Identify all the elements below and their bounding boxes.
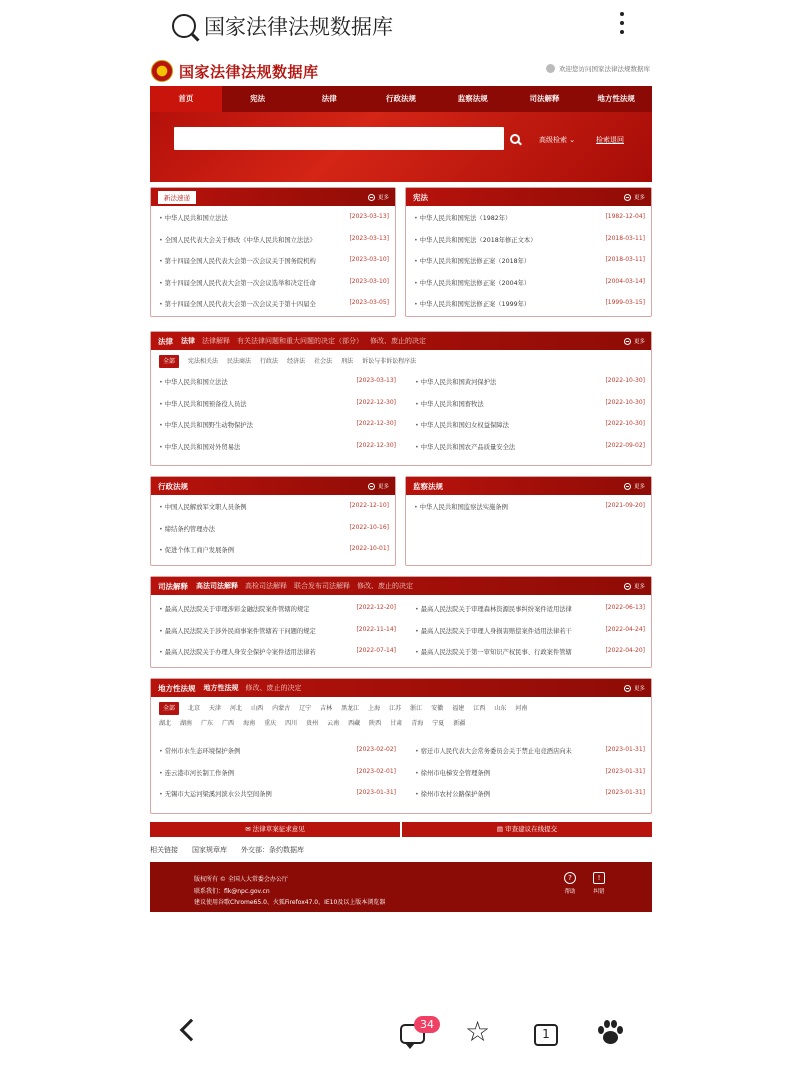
list-item[interactable]: • 中华人民共和国宪法修正案（2004年） [2004-03-14] [406, 271, 651, 293]
constitution-panel [405, 187, 652, 317]
region-filter[interactable]: 云南 [327, 720, 340, 727]
tab-count-button[interactable]: 1 [534, 1024, 558, 1046]
website-page [150, 56, 652, 912]
list-item[interactable]: • 中华人民共和国监察法实施条例 [2021-09-20] [406, 495, 651, 517]
nav-admin-regulations[interactable]: 行政法规 [386, 94, 417, 103]
law-panel [150, 331, 652, 466]
address-text[interactable]: 国家法律法规数据库 [204, 15, 393, 39]
list-item[interactable]: • 中华人民共和国立法法 [2023-03-13] [151, 206, 395, 228]
site-footer [150, 862, 652, 912]
search-button-icon[interactable] [510, 134, 520, 144]
tab-procuratorate[interactable]: 高检司法解释 [245, 582, 287, 590]
welcome-text: 欢迎您访问国家法律法规数据库 [546, 64, 650, 73]
region-filter[interactable]: 北京 [188, 705, 201, 712]
more-button[interactable]: 更多 [624, 684, 645, 692]
panel-header [151, 188, 395, 206]
help-button[interactable]: ? 帮助 [564, 874, 576, 895]
message-count-badge: 34 [414, 1016, 440, 1033]
tab-decisions[interactable]: 有关法律问题和重大问题的决定（部分） [237, 337, 363, 345]
list-item[interactable]: • 中华人民共和国立法法 [2023-03-13] [151, 370, 402, 392]
tab-amendments[interactable]: 修改、废止的决定 [370, 337, 426, 345]
filter-option[interactable]: 宪法相关法 [188, 358, 219, 365]
more-button[interactable]: 更多 [624, 482, 645, 490]
region-filter[interactable]: 甘肃 [390, 720, 403, 727]
feedback-button[interactable]: ! 纠错 [593, 874, 605, 895]
tab-new-laws[interactable]: 新法速递 [158, 191, 196, 204]
filter-option[interactable]: 社会法 [314, 358, 333, 365]
panel-title[interactable]: 司法解释 [158, 581, 188, 591]
search-banner [150, 112, 652, 182]
tab-joint[interactable]: 联合发布司法解释 [294, 582, 350, 590]
list-item[interactable]: • 第十四届全国人民代表大会第一次会议关于第十四届全 [2023-03-05] [151, 292, 395, 314]
more-button[interactable]: 更多 [624, 193, 645, 201]
nav-local-regulations[interactable]: 地方性法规 [597, 94, 635, 103]
tab-amendments[interactable]: 修改、废止的决定 [245, 684, 302, 692]
nav-constitution[interactable]: 宪法 [250, 94, 266, 103]
region-filter[interactable]: 宁夏 [432, 720, 445, 727]
region-filter[interactable]: 上海 [368, 705, 381, 712]
region-filter[interactable]: 湖南 [180, 720, 193, 727]
minus-circle-icon [624, 483, 631, 490]
back-arrow-icon[interactable] [180, 1019, 203, 1042]
search-input[interactable] [174, 127, 504, 150]
list-item[interactable]: • 全国人民代表大会关于修改《中华人民共和国立法法》 [2023-03-13] [151, 228, 395, 250]
minus-circle-icon [624, 338, 631, 345]
list-item[interactable]: • 中华人民共和国妇女权益保障法 [2022-10-30] [407, 413, 651, 435]
list-item[interactable]: • 中华人民共和国宪法（1982年） [1982-12-04] [406, 206, 651, 228]
site-title[interactable]: 国家法律法规数据库 [179, 62, 319, 81]
list-item[interactable]: • 促进个体工商户发展条例 [2022-10-01] [151, 538, 395, 560]
region-filter[interactable]: 福建 [452, 705, 465, 712]
list-item[interactable]: • 最高人民法院关于审理涉彩金融法院案件管辖的规定 [2022-12-20] [151, 597, 402, 619]
list-item[interactable]: • 最高人民法院关于审理森林资源民事纠纷案件适用法律 [2022-06-13] [407, 597, 651, 619]
more-button[interactable]: 更多 [368, 482, 389, 490]
nav-supervision-regulations[interactable]: 监察法规 [457, 94, 488, 103]
list-item[interactable]: • 中华人民共和国预备役人员法 [2022-12-30] [151, 392, 402, 414]
minus-circle-icon [368, 194, 375, 201]
region-filter[interactable]: 青海 [411, 720, 424, 727]
region-filter[interactable]: 贵州 [306, 720, 319, 727]
list-item[interactable]: • 最高人民法院关于审理人身损害赔偿案件适用法律若干 [2022-04-24] [407, 619, 651, 641]
supervision-regulations-panel [405, 476, 652, 566]
region-filter[interactable]: 四川 [285, 720, 298, 727]
region-filter[interactable]: 江西 [473, 705, 486, 712]
list-item[interactable]: • 无锡市大运河梁溪河滨水公共空间条例 [2023-01-31] [151, 782, 402, 804]
list-item[interactable]: • 中华人民共和国宪法修正案（2018年） [2018-03-11] [406, 249, 651, 271]
tab-local-regulations[interactable]: 地方性法规 [203, 684, 239, 692]
panel-header [406, 188, 651, 206]
panel-title[interactable]: 宪法 [413, 192, 428, 202]
filter-option[interactable]: 经济法 [287, 358, 306, 365]
filter-option[interactable]: 刑法 [341, 358, 354, 365]
local-regulations-panel [150, 678, 652, 814]
region-filter[interactable]: 山东 [494, 705, 507, 712]
minus-circle-icon [624, 583, 631, 590]
list-item[interactable]: • 第十四届全国人民代表大会第一次会议关于国务院机构 [2023-03-10] [151, 249, 395, 271]
list-item[interactable]: • 连云港市河长制工作条例 [2023-02-01] [151, 761, 402, 783]
new-laws-panel [150, 187, 396, 317]
panel-title[interactable]: 法律 [158, 336, 173, 346]
nav-law[interactable]: 法律 [321, 94, 337, 103]
quick-links-bar [150, 822, 652, 837]
filter-all[interactable]: 全部 [159, 702, 179, 715]
filter-option[interactable]: 诉讼与非诉讼程序法 [362, 358, 417, 365]
region-filter[interactable]: 河南 [515, 705, 528, 712]
region-filter[interactable]: 辽宁 [299, 705, 312, 712]
minus-circle-icon [368, 483, 375, 490]
panel-header [151, 577, 651, 595]
law-category-filters [151, 350, 651, 368]
panel-title[interactable]: 行政法规 [158, 481, 188, 491]
help-icon: ? [564, 872, 576, 884]
review-suggestion-button[interactable]: ▤ 审查建议在线提交 [402, 822, 652, 837]
more-button[interactable]: 更多 [624, 337, 645, 345]
region-filter[interactable]: 重庆 [264, 720, 277, 727]
region-filter[interactable]: 新疆 [453, 720, 466, 727]
list-item[interactable]: • 徐州市电梯安全管理条例 [2023-01-31] [407, 761, 651, 783]
draft-feedback-button[interactable]: ✉ 法律草案征求意见 [150, 822, 400, 837]
minus-circle-icon [624, 194, 631, 201]
region-filter[interactable]: 湖北 [159, 720, 172, 727]
list-item[interactable]: • 中华人民共和国宪法（2018年修正文本） [2018-03-11] [406, 228, 651, 250]
list-item[interactable]: • 中华人民共和国宪法修正案（1999年） [1999-03-15] [406, 292, 651, 314]
region-filter[interactable]: 陕西 [369, 720, 382, 727]
admin-regulations-panel [150, 476, 396, 566]
browser-bottom-bar [0, 1010, 800, 1067]
region-filter[interactable]: 广东 [201, 720, 214, 727]
copyright-text: 版权所有 © 全国人大常委会办公厅 [194, 876, 288, 883]
list-item[interactable]: • 中华人民共和国野生动物保护法 [2022-12-30] [151, 413, 402, 435]
list-item[interactable]: • 宿迁市人民代表大会常务委员会关于禁止电竞酒店向未 [2023-01-31] [407, 739, 651, 761]
main-nav [150, 86, 652, 112]
list-item[interactable]: • 常州市水生态环境保护条例 [2023-02-02] [151, 739, 402, 761]
advanced-search-button[interactable]: 高级检索 ⌄ [539, 136, 576, 144]
favorite-star-icon[interactable]: ☆ [465, 1015, 491, 1048]
tab-supreme-court[interactable]: 高法司法解释 [196, 582, 238, 590]
search-results-link[interactable]: 检索退回 [596, 136, 624, 144]
region-filter[interactable]: 西藏 [348, 720, 361, 727]
tab-law[interactable]: 法律 [181, 337, 195, 345]
tab-amendments[interactable]: 修改、废止的决定 [357, 582, 413, 590]
list-item[interactable]: • 缔结条约管理办法 [2022-10-16] [151, 517, 395, 539]
related-link[interactable]: 国家规章库 [192, 846, 227, 854]
region-filter[interactable]: 江苏 [389, 705, 402, 712]
search-icon [172, 14, 196, 38]
browser-hint-text: 建议使用谷歌Chrome65.0、火狐Firefox47.0、IE10及以上版本浏览器 [194, 899, 386, 906]
more-button[interactable]: 更多 [368, 193, 389, 201]
region-filter[interactable]: 内蒙古 [272, 705, 291, 712]
list-item[interactable]: • 中华人民共和国畜牧法 [2022-10-30] [407, 392, 651, 414]
nav-judicial-interpretation[interactable]: 司法解释 [529, 94, 560, 103]
site-header [150, 56, 652, 86]
panel-title[interactable]: 监察法规 [413, 481, 443, 491]
list-item[interactable]: • 中华人民共和国对外贸易法 [2022-12-30] [151, 435, 402, 457]
region-filter[interactable]: 山西 [251, 705, 264, 712]
list-item[interactable]: • 中华人民共和国黄河保护法 [2022-10-30] [407, 370, 651, 392]
more-button[interactable]: 更多 [624, 582, 645, 590]
panel-header [406, 477, 651, 495]
tab-law-interpretation[interactable]: 法律解释 [202, 337, 230, 345]
panel-header [151, 679, 651, 697]
filter-all[interactable]: 全部 [159, 355, 179, 368]
contact-text: 联系我们：flk@npc.gov.cn [194, 887, 270, 895]
list-item[interactable]: • 最高人民法院关于办理人身安全保护令案件适用法律若 [2022-07-14] [151, 640, 402, 662]
list-item[interactable]: • 最高人民法院关于第一审知识产权民事、行政案件管辖 [2022-04-20] [407, 640, 651, 662]
region-filter[interactable]: 河北 [230, 705, 243, 712]
related-links-label: 相关链接 [150, 846, 178, 854]
region-filter[interactable]: 吉林 [320, 705, 333, 712]
region-filter[interactable]: 浙江 [410, 705, 423, 712]
panel-header [151, 332, 651, 350]
region-filter[interactable]: 安徽 [431, 705, 444, 712]
panel-header [151, 477, 395, 495]
filter-option[interactable]: 行政法 [260, 358, 279, 365]
list-item[interactable]: • 中国人民解放军文职人员条例 [2022-12-10] [151, 495, 395, 517]
globe-icon [546, 64, 555, 73]
browser-address-bar[interactable] [0, 0, 800, 52]
region-filter[interactable]: 天津 [209, 705, 222, 712]
region-filters-row-1 [151, 697, 651, 715]
list-item[interactable]: • 第十四届全国人民代表大会第一次会议选举和决定任命 [2023-03-10] [151, 271, 395, 293]
panel-title[interactable]: 地方性法规 [158, 683, 196, 693]
more-menu-icon[interactable] [620, 12, 624, 39]
judicial-interpretation-panel [150, 576, 652, 668]
national-emblem-icon [151, 60, 173, 82]
list-item[interactable]: • 徐州市农村公路保护条例 [2023-01-31] [407, 782, 651, 804]
baidu-paw-icon[interactable] [598, 1020, 622, 1046]
related-link[interactable]: 外交部：条约数据库 [241, 846, 304, 854]
list-item[interactable]: • 最高人民法院关于涉外民商事案件管辖若干问题的规定 [2022-11-14] [151, 619, 402, 641]
feedback-icon: ! [593, 872, 605, 884]
minus-circle-icon [624, 685, 631, 692]
nav-home[interactable]: 首页 [150, 86, 222, 112]
region-filter[interactable]: 广西 [222, 720, 235, 727]
region-filters-row-2 [151, 715, 651, 730]
filter-option[interactable]: 民法商法 [227, 358, 252, 365]
region-filter[interactable]: 海南 [243, 720, 256, 727]
related-links [150, 845, 318, 855]
list-item[interactable]: • 中华人民共和国农产品质量安全法 [2022-09-02] [407, 435, 651, 457]
region-filter[interactable]: 黑龙江 [341, 705, 360, 712]
